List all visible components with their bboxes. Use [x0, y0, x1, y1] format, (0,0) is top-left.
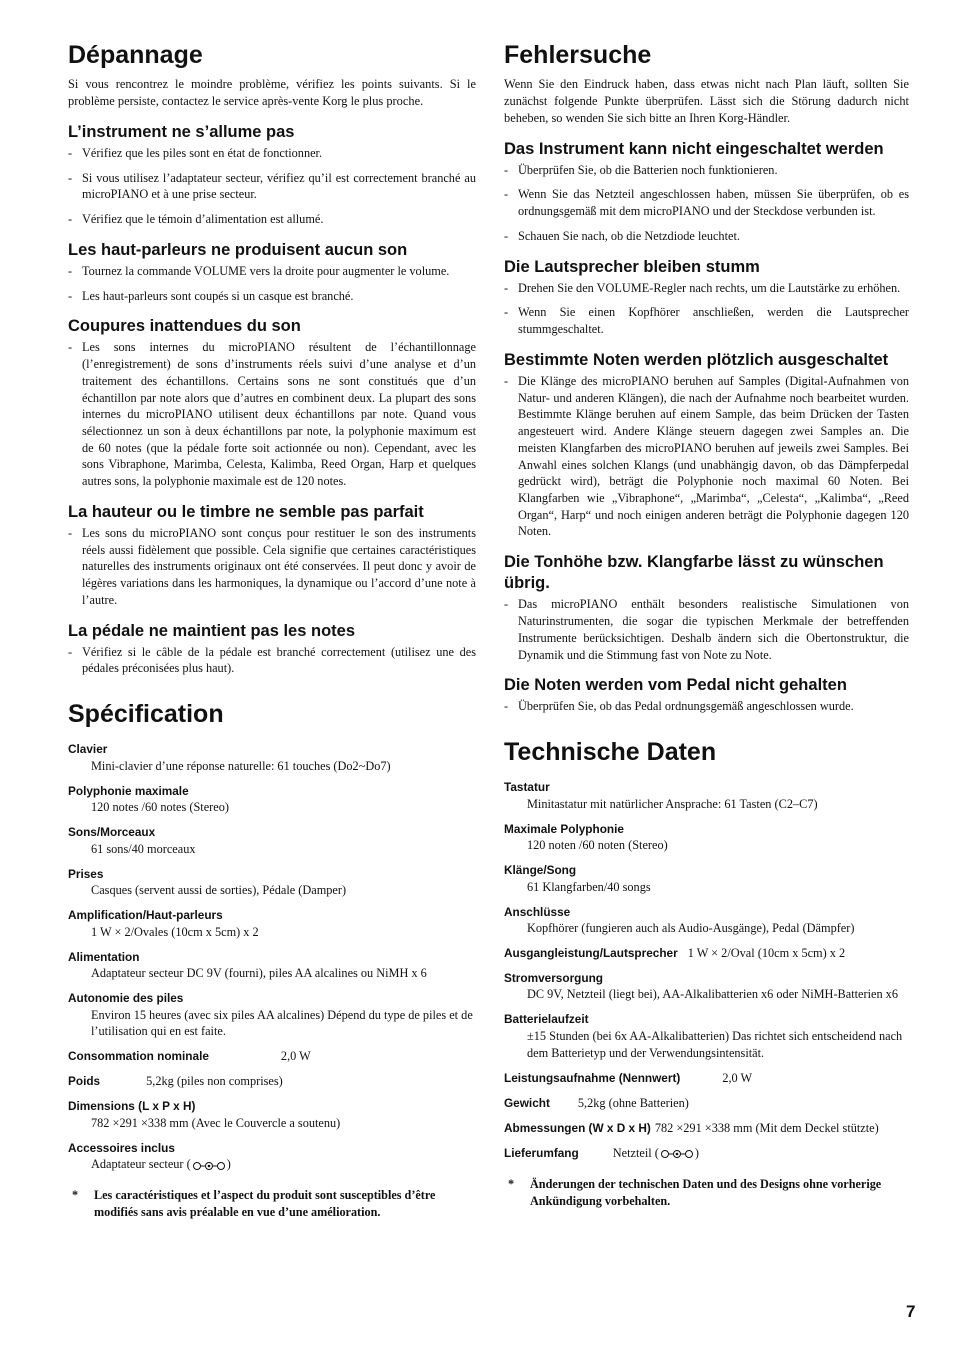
list-item: - Die Klänge des microPIANO beruhen auf Samples (Digital-Aufnahmen von Natur- und anderen Klängen), die nach der Aufnahme noch bearbeitet wurden. Bestimmte Klänge beruhen auf einem Sample, das beim Drücken der Tasten angesteuert wird. Andere Klänge steuern dagegen zwei Samples an. Die meisten Klangfarben des microPIANO beruhen auf jeweils zwei Samples. Bei Anwahl eines solchen Klangs (und unabhängig davon, ob das Dämpferpedal gedrückt wird), beträgt die Polyphonie noch maximal 60 Noten. Bei Klangfarben wie „Vibraphone“, „Marimba“, „Celesta“, „Kalimba“, „Reed Organ“, Harp“ und noch einigen anderen beträgt die Polyphonie dagegen 120 Noten.: [504, 373, 909, 540]
list-item: - Wenn Sie das Netzteil angeschlossen haben, müssen Sie überprüfen, ob es ordnungsgemäß mit dem microPIANO und der Steckdose verbunden ist.: [504, 186, 909, 219]
list-item: - Drehen Sie den VOLUME-Regler nach rechts, um die Lautstärke zu erhöhen.: [504, 280, 909, 297]
spec-label: Consommation nominale: [68, 1049, 209, 1064]
spec-label: Klänge/Song: [504, 863, 577, 878]
spec-entry: [68, 824, 476, 857]
spec-value: Mini-clavier d’une réponse naturelle: 61 touches (Do2~Do7): [91, 758, 391, 773]
spec-entry: [504, 862, 909, 895]
spec-value-close: ): [226, 1157, 231, 1172]
de-intro: Wenn Sie den Eindruck haben, dass etwas nicht nach Plan läuft, sollten Sie zunächst folgende Punkte überprüfen. Lässt sich die Störung dadurch nicht beheben, so wenden Sie sich bitte an Ihren Korg-Händler.: [504, 77, 909, 125]
list-item: - Wenn Sie einen Kopfhörer anschließen, werden die Lautsprecher stummgeschaltet.: [504, 304, 909, 337]
spec-label: Poids: [68, 1074, 101, 1089]
disclaimer-text: Änderungen der technischen Daten und des Designs ohne vorherige Ankündigung vorbehalten.: [530, 1176, 882, 1208]
de-section-heading: Bestimmte Noten werden plötzlich ausgeschaltet: [504, 350, 889, 369]
de-section-heading: Die Lautsprecher bleiben stumm: [504, 257, 760, 276]
spec-value: Kopfhörer (fungieren auch als Audio-Ausgänge), Pedal (Dämpfer): [527, 921, 855, 936]
spec-value: Adaptateur secteur DC 9V (fourni), piles AA alcalines ou NiMH x 6: [91, 966, 427, 981]
french-column: [68, 40, 476, 1221]
spec-value: 2,0 W: [722, 1070, 753, 1085]
de-spec-title: Technische Daten: [504, 738, 717, 767]
spec-value-text: Netzteil (: [612, 1145, 659, 1160]
spec-value: ±15 Stunden (bei 6x AA-Alkalibatterien) Das richtet sich entscheidend nach dem Batterietyp und der Verwendungsintensität.: [527, 1028, 903, 1060]
spec-value: DC 9V, Netzteil (liegt bei), AA-Alkalibatterien x6 oder NiMH-Batterien x6: [527, 987, 898, 1002]
spec-entry: [68, 949, 476, 982]
spec-label: Leistungsaufnahme (Nennwert): [504, 1070, 681, 1085]
list-item: - Les haut-parleurs sont coupés si un casque est branché.: [68, 288, 476, 305]
spec-value: [68, 1156, 476, 1173]
spec-value: 61 Klangfarben/40 songs: [527, 879, 651, 894]
spec-entry: [68, 907, 476, 940]
page-number: 7: [906, 1302, 916, 1321]
spec-label: Maximale Polyphonie: [504, 821, 624, 836]
spec-value: [579, 1145, 699, 1162]
fr-section-heading: La hauteur ou le timbre ne semble pas parfait: [68, 502, 424, 521]
spec-label: Prises: [68, 866, 104, 881]
spec-value: 782 ×291 ×338 mm (Mit dem Deckel stützte): [654, 1120, 879, 1135]
spec-label: Polyphonie maximale: [68, 783, 189, 798]
spec-entry: [68, 1140, 476, 1173]
de-disclaimer: [504, 1176, 909, 1210]
spec-label: Alimentation: [68, 949, 140, 964]
de-section-list: [504, 373, 909, 540]
spec-label: Gewicht: [504, 1095, 550, 1110]
spec-value: 1 W × 2/Oval (10cm x 5cm) x 2: [687, 945, 846, 960]
spec-value: 782 ×291 ×338 mm (Avec le Couvercle a soutenu): [91, 1115, 341, 1130]
polarity-icon: [191, 1160, 227, 1172]
fr-section-list: [68, 339, 476, 489]
fr-section-list: [68, 263, 476, 304]
spec-value-text: Adaptateur secteur (: [91, 1157, 191, 1172]
spec-label: Accessoires inclus: [68, 1140, 175, 1155]
spec-entry: [68, 990, 476, 1040]
spec-label: Autonomie des piles: [68, 990, 184, 1005]
spec-entry: [504, 945, 909, 962]
spec-value: Casques (servent aussi de sorties), Pédale (Damper): [91, 883, 347, 898]
spec-entry: [504, 779, 909, 812]
spec-entry: [504, 1120, 909, 1137]
list-item: - Si vous utilisez l’adaptateur secteur, vérifiez qu’il est correctement branché au microPIANO et à une prise secteur.: [68, 170, 476, 203]
spec-entry: [68, 783, 476, 816]
fr-spec-title: Spécification: [68, 700, 224, 729]
spec-value: 5,2kg (ohne Batterien): [577, 1095, 689, 1110]
spec-label: Clavier: [68, 742, 108, 757]
spec-entry: [504, 970, 909, 1003]
spec-value: 2,0 W: [280, 1049, 311, 1064]
fr-section-heading: Coupures inattendues du son: [68, 317, 301, 336]
de-troubleshooting-title: Fehlersuche: [504, 41, 652, 69]
de-section-heading: Die Tonhöhe bzw. Klangfarbe lässt zu wünschen übrig.: [504, 553, 884, 593]
disclaimer-text: Les caractéristiques et l’aspect du produit sont susceptibles d’être modifiés sans avis préalable en vue d’une amélioration.: [94, 1188, 436, 1220]
asterisk: *: [508, 1176, 515, 1191]
spec-value: 120 noten /60 noten (Stereo): [527, 838, 668, 853]
spec-label: Sons/Morceaux: [68, 825, 156, 840]
asterisk: *: [72, 1188, 79, 1203]
de-section-list: [504, 162, 909, 245]
polarity-icon: [659, 1148, 695, 1160]
spec-entry: [68, 866, 476, 899]
spec-label: Amplification/Haut-parleurs: [68, 908, 223, 923]
spec-label: Ausgangleistung/Lautsprecher: [504, 945, 678, 960]
spec-entry: [504, 904, 909, 937]
spec-entry: [68, 1073, 476, 1090]
spec-value: 120 notes /60 notes (Stereo): [91, 800, 229, 815]
list-item: - Überprüfen Sie, ob die Batterien noch funktionieren.: [504, 162, 909, 179]
spec-entry: [504, 1145, 909, 1162]
spec-value: 61 sons/40 morceaux: [91, 841, 196, 856]
list-item: - Das microPIANO enthält besonders realistische Simulationen von Naturinstrumenten, die sogar die typischen Merkmale der betreffenden Instrumente berücksichtigen. Deshalb ändern sich die Obertonstruktur, die Dynamik und die Stimmung fast von Note zu Note.: [504, 596, 909, 663]
list-item: - Schauen Sie nach, ob die Netzdiode leuchtet.: [504, 228, 909, 245]
fr-section-list: [68, 145, 476, 228]
spec-label: Tastatur: [504, 780, 550, 795]
fr-section-heading: L’instrument ne s’allume pas: [68, 122, 295, 141]
list-item: - Les sons internes du microPIANO résultent de l’échantillonnage (l’enregistrement) de sons d’instruments réels suivi d’une analyse et d’un traitement des échantillons. Certains sons ne sont constitués que d’un échantillon par note alors que d’autres en combinent deux. La plupart des sons internes du microPIANO utilisent deux échantillons par note. Quand vous sélectionnez un son à deux échantillons par note, la polyphonie maximum est de 60 notes (que la pédale forte soit actionnée ou non). Cependant, avec les sons Vibraphone, Marimba, Celesta, Kalimba, Reed Organ, Harp et quelques autres sons, la polyphonie maximale est de 120 notes.: [68, 339, 476, 489]
spec-entry: [504, 1095, 909, 1112]
fr-section-list: [68, 525, 476, 609]
fr-intro: Si vous rencontrez le moindre problème, vérifiez les points suivants. Si le problème persiste, contactez le service après-vente Korg le plus proche.: [68, 77, 476, 108]
spec-entry: [504, 821, 909, 854]
spec-entry: [504, 1070, 909, 1087]
spec-label: Abmessungen (W x D x H): [504, 1120, 651, 1135]
spec-label: Lieferumfang: [504, 1145, 579, 1160]
spec-value-close: ): [694, 1145, 699, 1160]
fr-section-heading: Les haut-parleurs ne produisent aucun son: [68, 240, 408, 259]
list-item: - Les sons du microPIANO sont conçus pour restituer le son des instruments réels aussi fidèlement que possible. Cela signifie que certaines caractéristiques naturelles des instruments originaux ont été conservées. Il peut donc y avoir de légères variations dans les harmoniques, la dynamique ou l’accord d’une note à l’autre.: [68, 525, 476, 609]
spec-entry: [68, 741, 476, 774]
list-item: - Vérifiez que les piles sont en état de fonctionner.: [68, 145, 476, 162]
spec-label: Batterielaufzeit: [504, 1012, 589, 1027]
de-section-list: [504, 698, 909, 715]
list-item: - Überprüfen Sie, ob das Pedal ordnungsgemäß angeschlossen wurde.: [504, 698, 909, 715]
spec-value: Environ 15 heures (avec six piles AA alcalines) Dépend du type de piles et de l’utilisation qui en est faite.: [91, 1007, 473, 1039]
spec-label: Dimensions (L x P x H): [68, 1099, 196, 1114]
de-section-heading: Das Instrument kann nicht eingeschaltet werden: [504, 139, 884, 158]
spec-label: Stromversorgung: [504, 970, 603, 985]
spec-label: Anschlüsse: [504, 904, 571, 919]
de-section-list: [504, 596, 909, 663]
spec-value: 5,2kg (piles non comprises): [146, 1074, 283, 1089]
list-item: - Vérifiez si le câble de la pédale est branché correctement (utilisez une des pédales préconisées plus haut).: [68, 644, 476, 677]
spec-entry: [68, 1098, 476, 1131]
list-item: - Tournez la commande VOLUME vers la droite pour augmenter le volume.: [68, 263, 476, 280]
spec-entry: [504, 1011, 909, 1061]
spec-value: 1 W × 2/Ovales (10cm x 5cm) x 2: [91, 924, 259, 939]
german-column: [504, 40, 909, 1209]
spec-value: Minitastatur mit natürlicher Ansprache: 61 Tasten (C2–C7): [527, 796, 818, 811]
de-section-list: [504, 280, 909, 338]
fr-section-list: [68, 644, 476, 677]
list-item: - Vérifiez que le témoin d’alimentation est allumé.: [68, 211, 476, 228]
de-section-heading: Die Noten werden vom Pedal nicht gehalten: [504, 676, 847, 695]
fr-troubleshooting-title: Dépannage: [68, 41, 203, 69]
fr-section-heading: La pédale ne maintient pas les notes: [68, 621, 356, 640]
spec-entry: [68, 1048, 476, 1065]
fr-disclaimer: [68, 1187, 476, 1221]
